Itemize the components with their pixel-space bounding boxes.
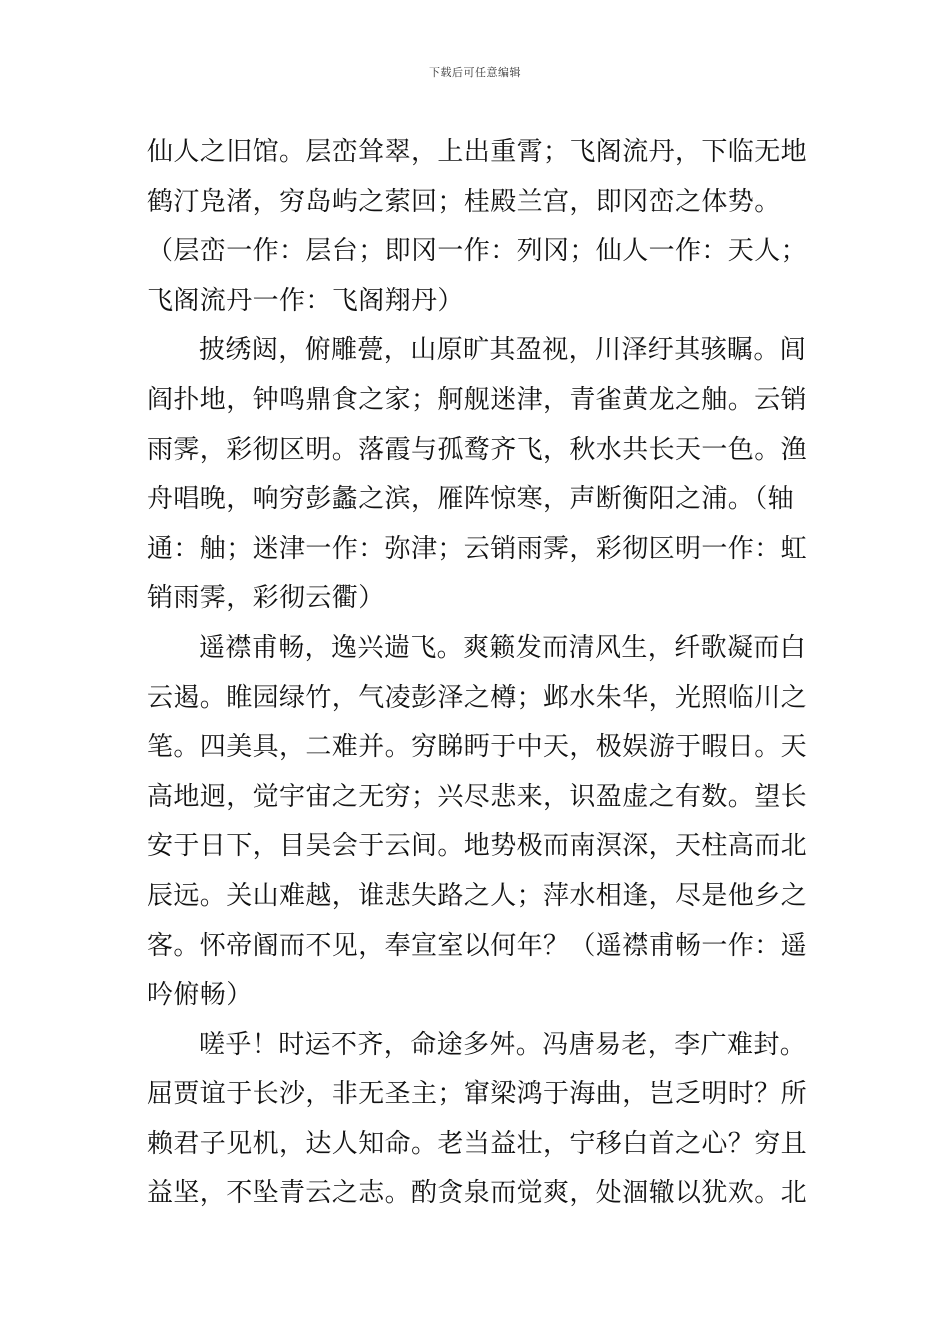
text-line: 仙人之旧馆。层峦耸翠，上出重霄；飞阁流丹，下临无地 [147, 137, 808, 167]
text-line: 安于日下，目吴会于云间。地势极而南溟深，天柱高而北 [147, 831, 808, 862]
text-line: 飞阁流丹一作：飞阁翔丹） [147, 285, 464, 316]
text-line: 笔。四美具，二难并。穷睇眄于中天，极娱游于暇日。天 [147, 732, 808, 763]
text-line: 通：舳；迷津一作：弥津；云销雨霁，彩彻区明一作：虹 [147, 533, 808, 564]
text-line: 赖君子见机，达人知命。老当益壮，宁移白首之心？穷且 [147, 1128, 808, 1159]
text-line: 吟俯畅） [147, 980, 253, 1011]
text-line: 高地迥，觉宇宙之无穷；兴尽悲来，识盈虚之有数。望长 [147, 781, 808, 812]
text-line: 辰远。关山难越，谁悲失路之人；萍水相逢，尽是他乡之 [147, 880, 808, 911]
text-line: 遥襟甫畅，逸兴遄飞。爽籁发而清风生，纤歌凝而白 [199, 632, 807, 663]
page-header: 下载后可任意编辑 [429, 66, 521, 79]
text-line: 屈贾谊于长沙，非无圣主；窜梁鸿于海曲，岂乏明时？所 [147, 1079, 808, 1110]
text-line: 销雨霁，彩彻云衢） [147, 583, 385, 614]
text-line: 客。怀帝阍而不见，奉宣室以何年？（遥襟甫畅一作：遥 [147, 930, 808, 961]
text-line: 嗟乎！时运不齐，命途多舛。冯唐易老，李广难封。 [199, 1029, 807, 1060]
text-line: 鹤汀凫渚，穷岛屿之萦回；桂殿兰宫，即冈峦之体势。 [147, 186, 781, 217]
text-line: 舟唱晚，响穷彭蠡之滨，雁阵惊寒，声断衡阳之浦。（轴 [147, 484, 795, 515]
text-line: 阎扑地，钟鸣鼎食之家；舸舰迷津，青雀黄龙之舳。云销 [147, 384, 808, 415]
text-line: 云遏。睢园绿竹，气凌彭泽之樽；邺水朱华，光照临川之 [147, 682, 808, 713]
document-body [147, 128, 807, 1219]
text-line: 益坚，不坠青云之志。酌贪泉而觉爽，处涸辙以犹欢。北 [147, 1178, 808, 1209]
text-line: 雨霁，彩彻区明。落霞与孤鹜齐飞，秋水共长天一色。渔 [147, 434, 808, 465]
text-line: （层峦一作：层台；即冈一作：列冈；仙人一作：天人； [147, 236, 808, 267]
text-line: 披绣闼，俯雕甍，山原旷其盈视，川泽纡其骇瞩。闾 [199, 335, 807, 366]
